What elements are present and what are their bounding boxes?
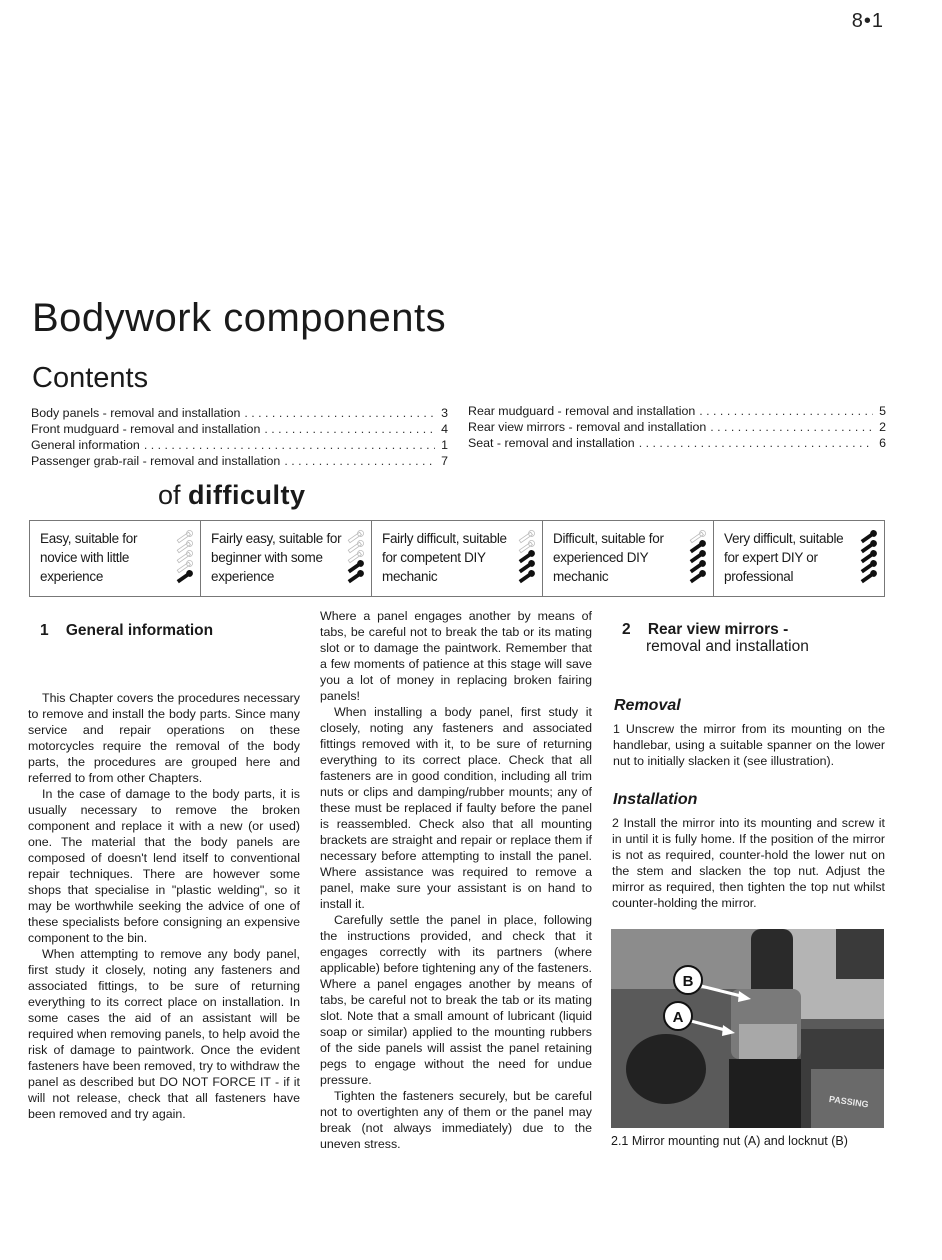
wrench-icon <box>176 569 193 584</box>
wrench-icon <box>176 549 193 564</box>
removal-heading: Removal <box>614 697 681 714</box>
contents-entry[interactable] <box>468 403 886 419</box>
installation-text <box>612 815 885 911</box>
difficulty-level-text: Fairly difficult, suitable for competent DIY mechanic <box>382 531 507 584</box>
difficulty-heading <box>158 480 306 511</box>
contents-entry-label: General information <box>31 438 140 452</box>
callout-b-label: B <box>682 973 694 990</box>
contents-entry[interactable] <box>468 435 886 451</box>
difficulty-level-text: Easy, suitable for novice with little experience <box>40 531 138 584</box>
difficulty-level-2 <box>201 521 372 596</box>
paragraph: In the case of damage to the body parts, it is usually necessary to remove the broken component and replace it with a new (or used) one. The material that the body panels are composed of doesn't lend itself to conventional repair techniques. There are however some shops that specialise in "plastic welding", so it may be worthwhile seeking the advice of one of these specialists before consigning an expensive component to the bin. <box>28 787 300 945</box>
wrench-rating-icon <box>514 529 536 589</box>
section-1-title: 1 General information <box>40 622 214 639</box>
contents-list-left <box>31 405 448 469</box>
callout-b <box>674 966 702 994</box>
difficulty-level-text: Fairly easy, suitable for beginner with some experience <box>211 531 342 584</box>
paragraph: When installing a body panel, first study it closely, noting any fasteners and associated fittings removed with it, to be sure of returning everything to its correct place. Check that all fasteners are in good condition, including all trim nuts or clips and damping/rubber mounts; any of these must be replaced if faulty before the panel is reassembled. Check also that all mounting brackets are straight and repair or replace them if necessary before attempting to install the panel. Where assistance was required to remove a panel, make sure your assistant is on hand to install it. <box>320 705 592 911</box>
contents-entry-number: 4 <box>441 422 448 436</box>
contents-entry-number: 5 <box>879 404 886 418</box>
photo-text: PASSING <box>828 1093 870 1110</box>
paragraph: This Chapter covers the procedures necessary to remove and install the body parts. Since many service and repair operations on these motorcycles require the removal of the body parts, the procedures are grouped here and referred to from other Chapters. <box>28 691 300 785</box>
installation-heading: Installation <box>613 791 698 808</box>
column-1-text <box>28 690 300 1122</box>
contents-entry-number: 1 <box>441 438 448 452</box>
paragraph: Where a panel engages another by means of tabs, be careful not to break the tab or its mating slot or to damage the paintwork. Remember that a few moments of patience at this stage will save you a lot of money in replacing broken fairing panels! <box>320 609 592 703</box>
contents-entry[interactable] <box>31 437 448 453</box>
difficulty-level-3 <box>372 521 543 596</box>
contents-entry-label: Front mudguard - removal and installation <box>31 422 261 436</box>
wrench-icon <box>347 529 364 544</box>
section-2-subtitle: removal and installation <box>646 638 809 655</box>
figure-caption: 2.1 Mirror mounting nut (A) and locknut (B) <box>611 1134 848 1148</box>
contents-entry-number: 2 <box>879 420 886 434</box>
wrench-rating-icon <box>685 529 707 589</box>
difficulty-level-4 <box>543 521 714 596</box>
contents-entry[interactable] <box>31 405 448 421</box>
difficulty-level-text: Difficult, suitable for experienced DIY mechanic <box>553 531 664 584</box>
mirror-mounting-illustration <box>611 929 884 1128</box>
mirror-mounting-photo <box>611 929 884 1128</box>
wrench-icon <box>518 529 535 544</box>
contents-entry-number: 7 <box>441 454 448 468</box>
contents-list-right <box>468 403 886 451</box>
paragraph: When attempting to remove any body panel, first study it closely, noting any fasteners and associated fittings, to be sure of returning everything to its correct place on installation. In some cases the aid of an assistant will be required when removing panels, to help avoid the risk of damage to paintwork. Once the evident fasteners have been removed, try to withdraw the panel as described but DO NOT FORCE IT - if it will not release, check that all fasteners have been removed and try again. <box>28 947 300 1121</box>
paragraph: 1 Unscrew the mirror from its mounting on the handlebar, using a suitable spanner on the lower nut to initially slacken it (see illustration). <box>613 722 885 768</box>
column-2-text <box>320 608 592 1152</box>
contents-entry-label: Rear mudguard - removal and installation <box>468 404 696 418</box>
wrench-icon <box>347 539 364 554</box>
contents-heading: Contents <box>32 362 149 394</box>
page-number: 8•1 <box>851 10 884 32</box>
contents-entry[interactable] <box>468 419 886 435</box>
difficulty-level-1 <box>30 521 201 596</box>
wrench-rating-icon <box>343 529 365 589</box>
wrench-icon <box>176 539 193 554</box>
wrench-icon <box>176 529 193 544</box>
difficulty-heading-word: difficulty <box>188 480 306 510</box>
contents-entry-label: Passenger grab-rail - removal and installation <box>31 454 281 468</box>
contents-entry-number: 3 <box>441 406 448 420</box>
removal-text <box>613 721 885 769</box>
paragraph: Tighten the fasteners securely, but be careful not to overtighten any of them or the panel may break (not always immediately) due to the uneven stress. <box>320 1089 592 1151</box>
difficulty-rating-table <box>29 520 885 597</box>
contents-entry[interactable] <box>31 421 448 437</box>
wrench-rating-icon <box>856 529 878 589</box>
difficulty-level-5 <box>714 521 884 596</box>
contents-entry[interactable] <box>31 453 448 469</box>
section-2-title: 2 Rear view mirrors - <box>622 621 789 638</box>
paragraph: 2 Install the mirror into its mounting and screw it in until it is fully home. If the position of the mirror is not as required, counter-hold the lower nut on the stem and slacken the top nut. Adjust the mirror as required, then tighten the top nut whilst counter-holding the mirror. <box>612 816 885 910</box>
contents-entry-label: Rear view mirrors - removal and installation <box>468 420 707 434</box>
wrench-rating-icon <box>172 529 194 589</box>
contents-entry-label: Seat - removal and installation <box>468 436 635 450</box>
contents-entry-number: 6 <box>879 436 886 450</box>
contents-entry-label: Body panels - removal and installation <box>31 406 241 420</box>
paragraph: Carefully settle the panel in place, following the instructions provided, and check that it engages correctly with its partners (where applicable) before tightening any of the fasteners. Where a panel engages another by means of tabs, be careful not to break the tab or its mating slot. Note that a small amount of lubricant (liquid soap or similar) applied to the mounting rubbers of the side panels will assist the panel retaining pegs to engage without the need for undue pressure. <box>320 913 592 1087</box>
chapter-title: Bodywork components <box>32 296 447 340</box>
callout-a <box>664 1002 692 1030</box>
difficulty-heading-prefix: of <box>158 480 189 510</box>
difficulty-level-text: Very difficult, suitable for expert DIY or professional <box>724 531 844 584</box>
callout-a-label: A <box>672 1009 684 1026</box>
